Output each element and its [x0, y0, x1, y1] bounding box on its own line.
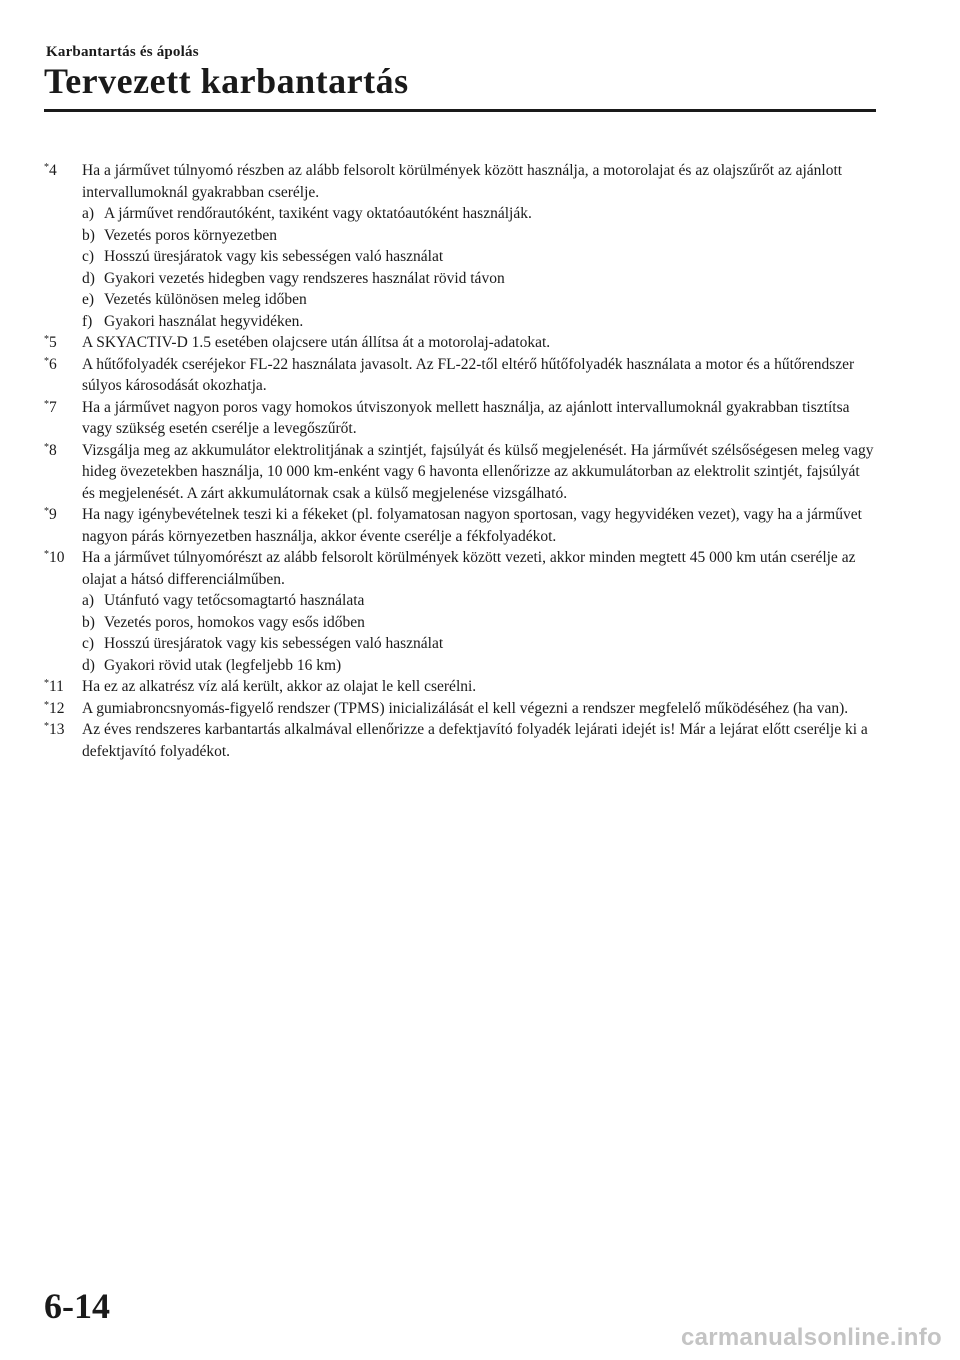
asterisk-icon: * [44, 334, 49, 345]
footnote-text: A SKYACTIV-D 1.5 esetében olajcsere után állítsa át a motorolaj-adatokat. [82, 334, 551, 351]
footnote-text: Ha nagy igénybevételnek teszi ki a fékeket (pl. folyamatosan nagyon sportosan, vagy hegyvidéken vezet), vagy ha a járművet nagyon párás környezetben használja, akkor évente cserélje a fékfolyadékot. [82, 506, 862, 545]
page-number: 6-14 [44, 1286, 110, 1326]
footnote-marker [44, 354, 82, 397]
list-item-label: c) [82, 248, 95, 265]
asterisk-icon: * [44, 549, 49, 560]
footnote [44, 504, 876, 547]
list-item [82, 246, 876, 268]
title-rule [44, 109, 876, 112]
asterisk-icon: * [44, 441, 49, 453]
footnote-marker [44, 676, 82, 698]
list-item-label: e) [82, 291, 95, 308]
footnote-marker [44, 504, 82, 547]
list-item [82, 311, 876, 333]
footnote-body [82, 698, 876, 720]
footnote-marker [44, 440, 82, 505]
asterisk-icon: * [44, 678, 49, 689]
footnote [44, 397, 876, 440]
footnote [44, 547, 876, 676]
list-item [82, 289, 876, 311]
footnote [44, 719, 876, 762]
footnote-text: Az éves rendszeres karbantartás alkalmával ellenőrizze a defektjavító folyadék lejárati idejét is! Már a lejárat előtt cserélje ki a defektjavító folyadékot. [82, 721, 868, 760]
footnote-text: Ha a járművet túlnyomórészt az alább felsorolt körülmények között vezeti, akkor minden megtett 45 000 km után cserélje az olajat a hátsó differenciálműben. [82, 549, 856, 588]
list-item-text: Gyakori használat hegyvidéken. [104, 312, 304, 330]
footnote-text: Vizsgálja meg az akkumulátor elektrolitjának a szintjét, fajsúlyát és külső megjelenését. Ha járművét szélsőségesen meleg vagy hideg övezetekben használja, 10 000 km-enként vagy 6 havonta ellenőrizze az akkumulátorban az elektrolit szintjét, fajsúlyát és megjelenését. A zárt akkumulátornak csak a külső megjelenése vizsgálható. [82, 441, 874, 502]
footnote-text: Ha a járművet túlnyomó részben az alább felsorolt körülmények között használja, a motorolajat és az olajszűrőt az ajánlott intervallumoknál gyakrabban cserélje. [82, 162, 843, 201]
asterisk-icon: * [44, 398, 49, 410]
list-item-label: b) [82, 226, 95, 244]
footnote-text: A gumiabroncsnyomás-figyelő rendszer (TPMS) inicializálását el kell végezni a rendszer megfelelő működéséhez (ha van). [82, 699, 849, 717]
list-item-text: Gyakori vezetés hidegben vagy rendszeres használat rövid távon [104, 269, 505, 287]
list-item [82, 268, 876, 290]
list-item-text: Utánfutó vagy tetőcsomagtartó használata [104, 592, 365, 609]
list-item-label: c) [82, 635, 95, 652]
page-title: Tervezett karbantartás [44, 61, 409, 101]
footnote [44, 676, 876, 698]
list-item [82, 590, 876, 612]
list-item [82, 612, 876, 634]
footnote-body [82, 160, 876, 332]
footnote-body [82, 719, 876, 762]
footnote-number: 9 [49, 506, 57, 523]
footnote-number: 11 [49, 678, 64, 695]
footnote-number: 6 [49, 355, 57, 373]
list-item [82, 655, 876, 677]
footnote-number: 12 [49, 699, 65, 717]
footnote-marker [44, 698, 82, 720]
asterisk-icon: * [44, 506, 49, 517]
list-item-label: a) [82, 205, 95, 222]
footnote-number: 13 [49, 721, 65, 738]
list-item-text: Hosszú üresjáratok vagy kis sebességen való használat [104, 635, 444, 652]
list-item-text: Hosszú üresjáratok vagy kis sebességen való használat [104, 248, 444, 265]
footnote-body [82, 504, 876, 547]
asterisk-icon: * [44, 162, 49, 173]
footnote-text: Ha ez az alkatrész víz alá került, akkor az olajat le kell cserélni. [82, 678, 477, 695]
footnote [44, 160, 876, 332]
footnote-body [82, 676, 876, 698]
footnote-marker [44, 397, 82, 440]
list-item-label: d) [82, 656, 95, 674]
asterisk-icon: * [44, 699, 49, 711]
watermark: carmanualsonline.info [680, 1324, 942, 1351]
list-item-text: Vezetés poros, homokos vagy esős időben [104, 613, 365, 631]
footnote [44, 440, 876, 505]
list-item-label: d) [82, 269, 95, 287]
footnote [44, 332, 876, 354]
footnote [44, 354, 876, 397]
footnote-body [82, 547, 876, 676]
footnote-number: 5 [49, 334, 57, 351]
list-item [82, 203, 876, 225]
list-item-label: f) [82, 312, 93, 330]
list-item-text: Vezetés poros környezetben [104, 226, 278, 244]
list-item-text: Vezetés különösen meleg időben [104, 291, 307, 308]
section-label: Karbantartás és ápolás [46, 44, 199, 60]
footnote-list [44, 160, 876, 762]
footnote-number: 8 [49, 441, 57, 459]
footnote-marker [44, 332, 82, 354]
footnote-body [82, 354, 876, 397]
list-item [82, 225, 876, 247]
footnote-text: Ha a járművet nagyon poros vagy homokos útviszonyok mellett használja, az ajánlott intervallumoknál gyakrabban tisztítsa vagy szükség esetén cserélje a levegőszűrőt. [82, 398, 850, 437]
footnote-number: 7 [49, 398, 57, 416]
footnote-body [82, 440, 876, 505]
footnote-marker [44, 160, 82, 332]
footnote-number: 4 [49, 162, 57, 179]
footnote-marker [44, 547, 82, 676]
list-item-text: A járművet rendőrautóként, taxiként vagy oktatóautóként használják. [104, 205, 532, 222]
footnote-text: A hűtőfolyadék cseréjekor FL-22 használata javasolt. Az FL-22-től eltérő hűtőfolyadék használata a motor és a hűtőrendszer súlyos károsodását okozhatja. [82, 355, 855, 394]
list-item-text: Gyakori rövid utak (legfeljebb 16 km) [104, 656, 342, 674]
footnote-body [82, 397, 876, 440]
asterisk-icon: * [44, 355, 49, 367]
footnote-number: 10 [49, 549, 65, 566]
footnote-marker [44, 719, 82, 762]
list-item-label: a) [82, 592, 95, 609]
asterisk-icon: * [44, 721, 49, 732]
list-item-label: b) [82, 613, 95, 631]
footnote [44, 698, 876, 720]
footnote-body [82, 332, 876, 354]
list-item [82, 633, 876, 655]
